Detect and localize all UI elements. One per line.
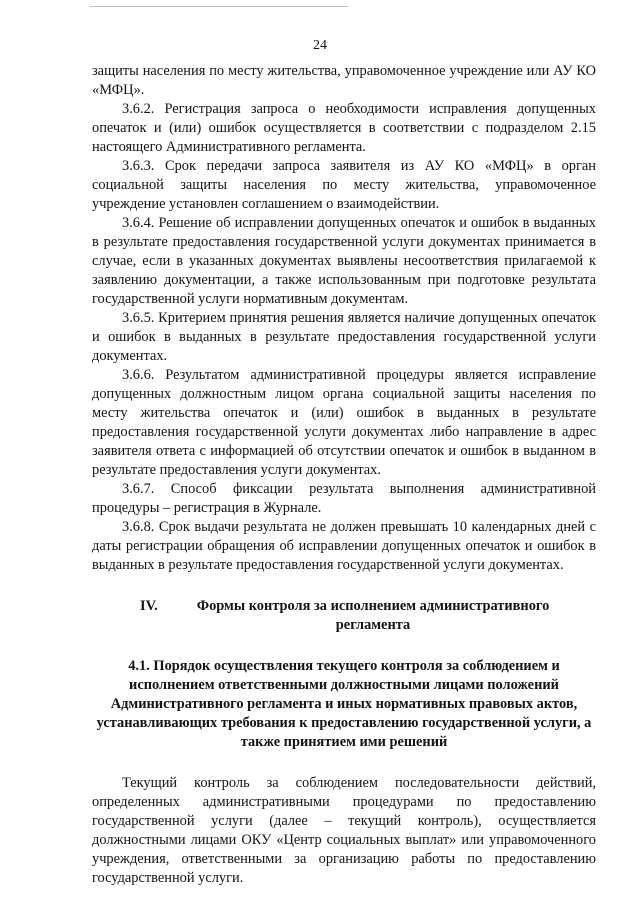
paragraph-continuation: защиты населения по месту жительства, управомоченное учреждение или АУ КО «МФЦ». — [92, 63, 596, 98]
paragraph-3-6-4: 3.6.4. Решение об исправлении допущенных опечаток и ошибок в выданных в результате предоставления государственной услуги документах принимается в случае, если в указанных документах выявлены несоответствия прилагаемой к заявлению документации, а также использованным при подготовке результата государственной услуги нормативным документам. — [92, 215, 596, 307]
top-rule — [90, 6, 348, 7]
paragraph-3-6-3: 3.6.3. Срок передачи запроса заявителя из АУ КО «МФЦ» в орган социальной защиты населения по месту жительства, управомоченное учреждение установлен соглашением о взаимодействии. — [92, 158, 596, 212]
paragraph-3-6-6: 3.6.6. Результатом административной процедуры является исправление допущенных должностным лицом органа социальной защиты населения по месту жительства опечаток и (или) ошибок в выданных в результате предоставления государственной услуги документах либо направление в адрес заявителя ответа с информацией об отсутствии опечаток и ошибок в выданном в результате предоставления услуги документах. — [92, 367, 596, 478]
section-number: IV. — [140, 598, 158, 614]
paragraph-current-control: Текущий контроль за соблюдением последовательности действий, определенных административными процедурами по предоставлению государственной услуги (далее – текущий контроль), осуществляется должностными лицами ОКУ «Центр социальных выплат» или управомоченного учреждения, ответственными за организацию работы по предоставлению государственной услуги. — [92, 775, 596, 886]
paragraph-3-6-5: 3.6.5. Критерием принятия решения является наличие допущенных опечаток и ошибок в выданных в результате предоставления государственной услуги документах. — [92, 310, 596, 364]
page-number: 24 — [313, 38, 327, 53]
paragraph-3-6-7: 3.6.7. Способ фиксации результата выполнения административной процедуры – регистрация в Журнале. — [92, 481, 596, 516]
document-body — [92, 62, 596, 888]
paragraph-3-6-8: 3.6.8. Срок выдачи результата не должен превышать 10 календарных дней с даты регистрации обращения об исправлении допущенных опечаток и ошибок в выданных в результате предоставления государственной услуги документах. — [92, 519, 596, 573]
subsection-heading: 4.1. Порядок осуществления текущего контроля за соблюдением и исполнением ответственными должностными лицами положений Административного регламента и иных нормативных правовых актов, устанавливающих требования к предоставлению государственной услуги, а также принятием ими решений — [96, 658, 592, 750]
section-heading — [92, 597, 596, 635]
section-title: Формы контроля за исполнением административного регламента — [196, 598, 550, 633]
paragraph-3-6-2: 3.6.2. Регистрация запроса о необходимости исправления допущенных опечаток и (или) ошибок осуществляется в соответствии с подразделом 2.15 настоящего Административного регламента. — [92, 101, 596, 155]
